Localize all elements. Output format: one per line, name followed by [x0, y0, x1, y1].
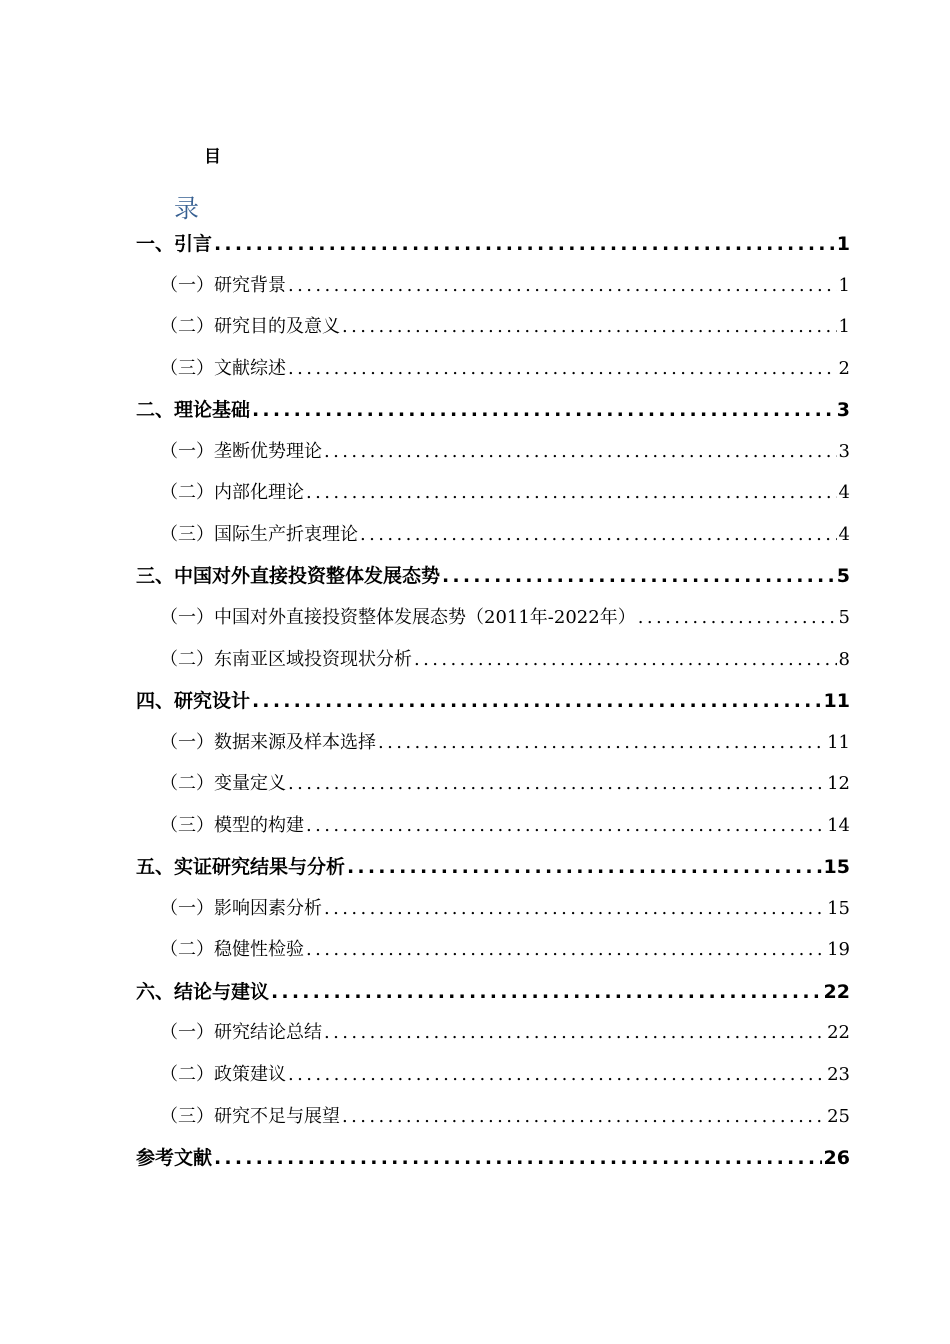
toc-entry-section[interactable]	[160, 478, 850, 508]
toc-entry-chapter[interactable]	[136, 561, 850, 591]
toc-dot-leader	[288, 354, 837, 384]
toc-entry-label: （一）中国对外直接投资整体发展态势（2011年-2022年）	[160, 606, 636, 628]
toc-dot-leader	[347, 852, 822, 882]
toc-dot-leader	[288, 769, 825, 799]
toc-entry-chapter[interactable]	[136, 395, 850, 425]
toc-entry-label: （一）研究结论总结	[160, 1022, 322, 1044]
toc-entry-label: （三）模型的构建	[160, 814, 304, 836]
toc-dot-leader	[214, 1143, 822, 1173]
toc-page-number: 26	[823, 1147, 850, 1170]
toc-dot-leader	[378, 728, 825, 758]
toc-page-number: 11	[823, 690, 850, 713]
toc-dot-leader	[271, 977, 822, 1007]
toc-dot-leader	[306, 478, 837, 508]
toc-page-number: 14	[827, 814, 850, 836]
toc-dot-leader	[342, 312, 837, 342]
toc-page-number: 19	[827, 939, 850, 961]
toc-entry-label: 五、实证研究结果与分析	[136, 856, 346, 879]
toc-dot-leader	[306, 811, 825, 841]
toc-entry-chapter[interactable]	[136, 229, 850, 259]
toc-entry-label: 四、研究设计	[136, 690, 251, 713]
toc-entry-label: 六、结论与建议	[136, 980, 270, 1003]
toc-dot-leader	[442, 561, 835, 591]
toc-entry-section[interactable]	[160, 271, 850, 301]
toc-entry-chapter[interactable]	[136, 977, 850, 1007]
toc-dot-leader	[414, 645, 837, 675]
toc-page-number: 5	[838, 606, 850, 628]
toc-entry-label: （一）垄断优势理论	[160, 440, 322, 462]
toc-page-number: 25	[827, 1105, 850, 1127]
toc-dot-leader	[324, 1018, 825, 1048]
toc-dot-leader	[638, 603, 837, 633]
toc-entry-label: （三）国际生产折衷理论	[160, 523, 358, 545]
toc-entry-section[interactable]	[160, 769, 850, 799]
toc-entry-label: 二、理论基础	[136, 399, 251, 422]
toc-entry-section[interactable]	[160, 935, 850, 965]
toc-dot-leader	[288, 1060, 825, 1090]
toc-page-number: 4	[838, 482, 850, 504]
toc-dot-leader	[342, 1102, 825, 1132]
toc-page-number: 15	[827, 897, 850, 919]
toc-entry-section[interactable]	[160, 437, 850, 467]
toc-entry-section[interactable]	[160, 354, 850, 384]
toc-entry-label: 参考文献	[136, 1147, 213, 1170]
toc-entry-label: 三、中国对外直接投资整体发展态势	[136, 565, 441, 588]
toc-page-number: 1	[836, 233, 850, 255]
toc-entry-label: （二）变量定义	[160, 773, 286, 795]
toc-entry-section[interactable]	[160, 728, 850, 758]
toc-entry-section[interactable]	[160, 1018, 850, 1048]
toc-page-number: 4	[838, 523, 850, 545]
toc-dot-leader	[324, 894, 825, 924]
toc-entry-label: （三）研究不足与展望	[160, 1105, 340, 1127]
toc-entry-section[interactable]	[160, 1102, 850, 1132]
toc-entry-label: （二）政策建议	[160, 1064, 286, 1085]
toc-entry-section[interactable]	[160, 811, 850, 841]
toc-heading-part-1: 目	[204, 147, 221, 167]
toc-dot-leader	[288, 271, 837, 301]
toc-dot-leader	[252, 395, 835, 425]
toc-page-number: 22	[823, 980, 850, 1003]
toc-page-number: 5	[836, 565, 850, 588]
toc-page-number: 3	[836, 399, 850, 422]
toc-entry-chapter[interactable]	[136, 686, 850, 716]
toc-page-number: 23	[827, 1064, 850, 1085]
toc-entry-label: （三）文献综述	[160, 357, 286, 379]
toc-dot-leader	[324, 437, 837, 467]
toc-entry-label: （二）研究目的及意义	[160, 316, 340, 338]
toc-heading-part-2: 录	[174, 194, 200, 223]
toc-entry-label: （一）数据来源及样本选择	[160, 731, 376, 753]
toc-page-number: 12	[827, 773, 850, 795]
toc-page-number: 11	[827, 731, 850, 753]
toc-entry-chapter[interactable]	[136, 852, 850, 882]
toc-entry-label: （一）影响因素分析	[160, 897, 322, 919]
toc-page-number: 8	[838, 648, 850, 670]
toc-page-number: 15	[823, 856, 850, 879]
toc-entry-label: （一）研究背景	[160, 274, 286, 296]
toc-entry-label: （二）内部化理论	[160, 482, 304, 504]
toc-dot-leader	[252, 686, 822, 716]
toc-page-number: 1	[838, 274, 850, 296]
toc-dot-leader	[214, 229, 835, 259]
toc-entry-section[interactable]	[160, 312, 850, 342]
toc-page-number: 2	[838, 357, 850, 379]
toc-entry-label: （二）东南亚区域投资现状分析	[160, 648, 412, 670]
toc-entry-chapter[interactable]	[136, 1143, 850, 1173]
toc-page-number: 3	[838, 440, 850, 462]
toc-page-number: 22	[827, 1022, 850, 1044]
toc-entry-section[interactable]	[160, 603, 850, 633]
toc-entry-section[interactable]	[160, 1060, 850, 1090]
toc-entry-section[interactable]	[160, 520, 850, 550]
toc-page-number: 1	[838, 316, 850, 338]
toc-entry-label: 一、引言	[136, 233, 213, 255]
toc-entry-section[interactable]	[160, 645, 850, 675]
toc-dot-leader	[306, 935, 825, 965]
toc-dot-leader	[360, 520, 837, 550]
toc-entry-section[interactable]	[160, 894, 850, 924]
toc-entry-label: （二）稳健性检验	[160, 939, 304, 961]
